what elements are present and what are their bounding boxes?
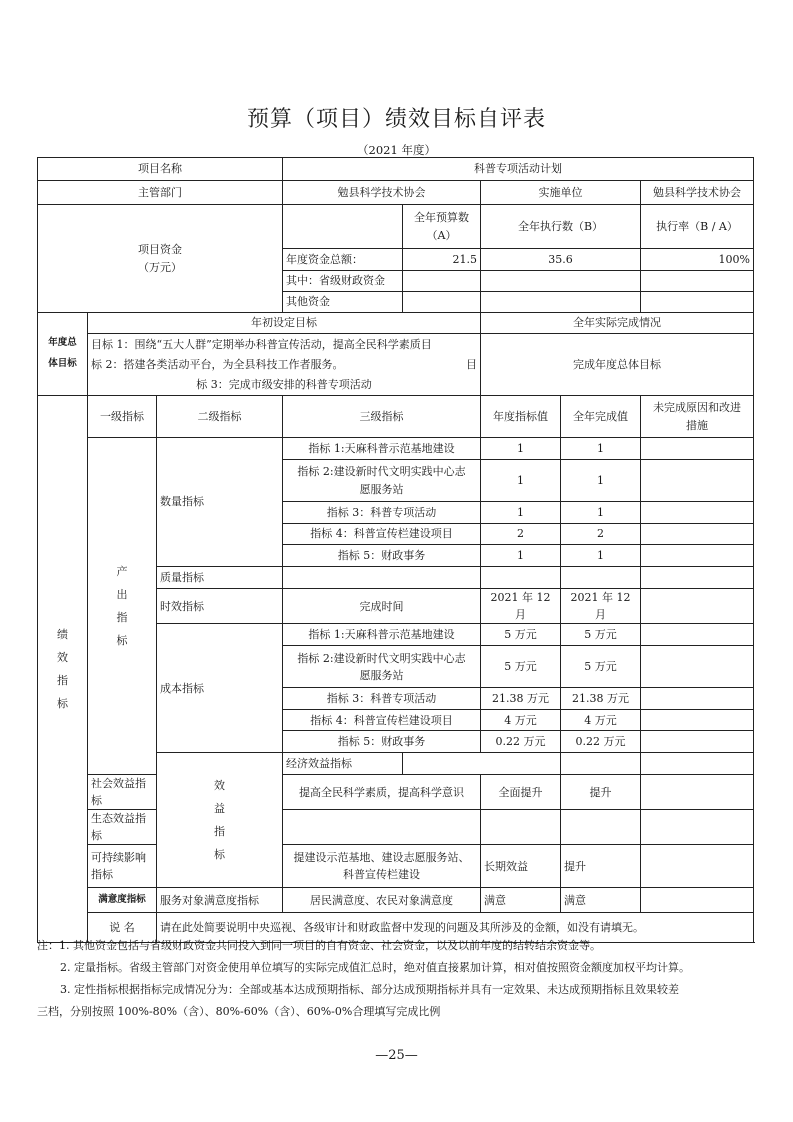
project-name-row [38, 158, 754, 181]
footnotes [37, 935, 757, 1023]
social-label: 社会效益指标 [88, 775, 157, 810]
page-title: 预算（项目）绩效目标自评表 [246, 107, 546, 132]
indicator-name [283, 845, 481, 888]
goal-line3: 标 3：完成市级安排的科普专项活动 [196, 377, 372, 391]
indicator-reason [641, 810, 754, 845]
indicator-reason [641, 589, 754, 624]
goals-label [38, 313, 88, 396]
funds-blank-header [283, 205, 403, 249]
sustainability-row [38, 845, 754, 888]
indicator-target: 长期效益 [481, 845, 561, 888]
quantity-label: 数量指标 [157, 438, 283, 567]
output-indicators-label [88, 438, 157, 775]
note-3-cont: 三档，分别按照 100%-80%（含）、80%-60%（含）、60%-0%合理填写完成比例 [37, 1005, 441, 1018]
remarks-label: 说 名 [88, 913, 157, 943]
goals-set-content [88, 334, 481, 396]
funds-row-budget [403, 271, 481, 292]
sustainability-label: 可持续影响指标 [88, 845, 157, 888]
project-name-value: 科普专项活动计划 [283, 158, 754, 181]
indicator-name: 指标 3：科普专项活动 [283, 688, 481, 710]
dept-value: 勉县科学技术协会 [283, 181, 481, 205]
indicator-name-line1: 提建设示范基地、建设志愿服务站、 [293, 851, 470, 865]
social-row [38, 775, 754, 810]
funds-row-rate [641, 271, 754, 292]
goals-actual-header: 全年实际完成情况 [481, 313, 754, 334]
department-row [38, 181, 754, 205]
header-reason [641, 396, 754, 438]
indicator-reason [641, 524, 754, 545]
goals-label-line1: 年度总 [48, 337, 77, 349]
ecological-row [38, 810, 754, 845]
indicator-actual: 5 万元 [561, 646, 641, 688]
economic-label: 经济效益指标 [283, 753, 403, 775]
col-budget-line1: 全年预算数 [414, 211, 469, 225]
goal-line2b: 目 [466, 357, 477, 371]
indicator-target [481, 567, 561, 589]
indicator-actual: 提升 [561, 775, 641, 810]
benefit-char: 标 [214, 848, 225, 862]
col-budget [403, 205, 481, 249]
header-level2: 二级指标 [157, 396, 283, 438]
indicators-header-row [38, 396, 754, 438]
indicator-actual: 1 [561, 545, 641, 567]
indicator-reason [641, 460, 754, 502]
side-char: 绩 [57, 627, 68, 641]
note-2: 2. 定量指标。省级主管部门对资金使用单位填写的实际完成值汇总时，绝对值直接累加计算，相对值按照资金额度加权平均计算。 [60, 961, 690, 974]
performance-indicators-label [38, 396, 88, 943]
funds-label-line2: （万元） [138, 260, 182, 274]
indicator-actual: 1 [561, 438, 641, 460]
indicator-name: 指标 4：科普宣传栏建设项目 [283, 524, 481, 545]
header-reason-line2: 措施 [686, 418, 708, 432]
funds-row-label: 其中：省级财政资金 [283, 271, 403, 292]
indicator-name [403, 753, 561, 775]
goals-content-row [38, 334, 754, 396]
cost-label: 成本指标 [157, 624, 283, 753]
page-number: —25— [375, 1048, 418, 1063]
note-1: 注：1. 其他资金包括与省级财政资金共同投入到同一项目的自有资金、社会资金，以及以前年度的结转结余资金等。 [37, 939, 601, 952]
remarks-text: 请在此处简要说明中央巡视、各级审计和财政监督中发现的问题及其所涉及的金额，如没有请填无。 [157, 913, 754, 943]
indicator-target: 5 万元 [481, 624, 561, 646]
funds-label-line1: 项目资金 [138, 243, 182, 257]
page-subtitle: （2021 年度） [357, 143, 436, 157]
funds-row-exec [481, 292, 641, 313]
satisfaction-sub-label: 服务对象满意度指标 [157, 888, 283, 913]
indicator-reason [641, 502, 754, 524]
indicator-reason [641, 888, 754, 913]
project-name-label: 项目名称 [38, 158, 283, 181]
satisfaction-label: 满意度指标 [88, 888, 157, 913]
indicator-actual [641, 753, 754, 775]
col-budget-line2: （A） [426, 228, 457, 242]
output-char: 出 [116, 587, 128, 601]
ecological-label: 生态效益指标 [88, 810, 157, 845]
indicator-actual: 提升 [561, 845, 641, 888]
timeliness-label: 时效指标 [157, 589, 283, 624]
evaluation-table [37, 157, 754, 943]
indicator-actual: 4 万元 [561, 710, 641, 731]
indicator-actual: 21.38 万元 [561, 688, 641, 710]
indicator-target: 0.22 万元 [481, 731, 561, 753]
indicator-reason [641, 567, 754, 589]
col-rate: 执行率（B / A） [641, 205, 754, 249]
indicator-name: 指标 1:天麻科普示范基地建设 [283, 624, 481, 646]
indicator-target: 1 [481, 502, 561, 524]
indicator-name [283, 810, 481, 845]
indicator-name-line1: 指标 2:建设新时代文明实践中心志 [297, 651, 466, 665]
header-target: 年度指标值 [481, 396, 561, 438]
goal-line1: 目标 1：围绕“五大人群”定期举办科普宣传活动，提高全民科学素质目 [91, 337, 432, 351]
goal-line2 [91, 355, 477, 375]
impl-label: 实施单位 [481, 181, 641, 205]
indicator-actual: 2021 年 12 月 [561, 589, 641, 624]
goals-label-line2: 体目标 [48, 358, 77, 369]
indicator-actual: 0.22 万元 [561, 731, 641, 753]
indicator-target: 1 [481, 545, 561, 567]
indicator-actual: 5 万元 [561, 624, 641, 646]
indicator-name: 指标 5：财政事务 [283, 731, 481, 753]
indicator-reason [641, 646, 754, 688]
indicator-name-line1: 指标 2:建设新时代文明实践中心志 [297, 465, 466, 479]
indicator-actual: 2 [561, 524, 641, 545]
funds-row-rate: 100% [641, 249, 754, 271]
output-char: 指 [116, 611, 128, 625]
indicator-reason [641, 688, 754, 710]
indicator-target: 满意 [481, 888, 561, 913]
indicator-name-line2: 科普宣传栏建设 [343, 868, 420, 882]
quantity-row [38, 438, 754, 460]
indicator-target [561, 753, 641, 775]
satisfaction-row [38, 888, 754, 913]
indicator-name [283, 567, 481, 589]
indicator-target [481, 810, 561, 845]
indicator-reason [641, 845, 754, 888]
indicator-target: 全面提升 [481, 775, 561, 810]
indicator-name-line2: 愿服务站 [359, 668, 404, 682]
indicator-reason [641, 710, 754, 731]
header-level3: 三级指标 [283, 396, 481, 438]
indicator-reason [641, 775, 754, 810]
side-char: 效 [57, 651, 68, 665]
indicator-name-line2: 愿服务站 [359, 482, 404, 496]
side-char: 标 [57, 697, 68, 711]
indicator-name: 居民满意度、农民对象满意度 [283, 888, 481, 913]
indicator-target: 1 [481, 438, 561, 460]
output-char: 产 [116, 564, 128, 578]
funds-row-label: 年度资金总额： [283, 249, 403, 271]
indicator-target: 21.38 万元 [481, 688, 561, 710]
benefit-char: 效 [214, 779, 225, 792]
col-exec: 全年执行数（B） [481, 205, 641, 249]
side-char: 指 [57, 674, 68, 688]
note-3: 3. 定性指标根据指标完成情况分为：全部或基本达成预期指标、部分达成预期指标并具有一定效果、未达成预期指标且效果较差 [60, 983, 679, 996]
quality-label: 质量指标 [157, 567, 283, 589]
indicator-name: 指标 1:天麻科普示范基地建设 [283, 438, 481, 460]
indicator-target: 4 万元 [481, 710, 561, 731]
indicator-reason [641, 438, 754, 460]
indicator-actual [561, 567, 641, 589]
funds-label [38, 205, 283, 313]
funds-row-exec: 35.6 [481, 249, 641, 271]
indicator-reason [641, 624, 754, 646]
header-level1: 一级指标 [88, 396, 157, 438]
funds-row-rate [641, 292, 754, 313]
indicator-actual: 满意 [561, 888, 641, 913]
benefit-char: 指 [214, 825, 225, 839]
header-reason-line1: 未完成原因和改进 [653, 401, 741, 415]
indicator-target: 1 [481, 460, 561, 502]
benefit-indicators-label [157, 753, 283, 888]
benefit-char: 益 [214, 802, 225, 816]
indicator-name [283, 460, 481, 502]
indicator-name: 指标 3：科普专项活动 [283, 502, 481, 524]
output-char: 标 [116, 634, 128, 648]
indicator-reason [641, 545, 754, 567]
indicator-name: 指标 5：财政事务 [283, 545, 481, 567]
indicator-reason [641, 731, 754, 753]
indicator-actual: 1 [561, 460, 641, 502]
goal-line2a: 标 2：搭建各类活动平台，为全县科技工作者服务。 [91, 357, 344, 371]
funds-row-budget [403, 292, 481, 313]
indicator-actual: 1 [561, 502, 641, 524]
indicator-name: 完成时间 [283, 589, 481, 624]
goals-set-header: 年初设定目标 [88, 313, 481, 334]
goals-actual-value: 完成年度总体目标 [481, 334, 754, 396]
header-actual: 全年完成值 [561, 396, 641, 438]
indicator-target: 5 万元 [481, 646, 561, 688]
impl-value: 勉县科学技术协会 [641, 181, 754, 205]
indicator-name [283, 646, 481, 688]
funds-row-exec [481, 271, 641, 292]
indicator-actual [561, 810, 641, 845]
indicator-name: 指标 4：科普宣传栏建设项目 [283, 710, 481, 731]
goals-header-row [38, 313, 754, 334]
funds-row-label: 其他资金 [283, 292, 403, 313]
indicator-name: 提高全民科学素质，提高科学意识 [283, 775, 481, 810]
funds-row-budget: 21.5 [403, 249, 481, 271]
indicator-target: 2021 年 12 月 [481, 589, 561, 624]
funds-header-row [38, 205, 754, 249]
indicator-target: 2 [481, 524, 561, 545]
dept-label: 主管部门 [38, 181, 283, 205]
